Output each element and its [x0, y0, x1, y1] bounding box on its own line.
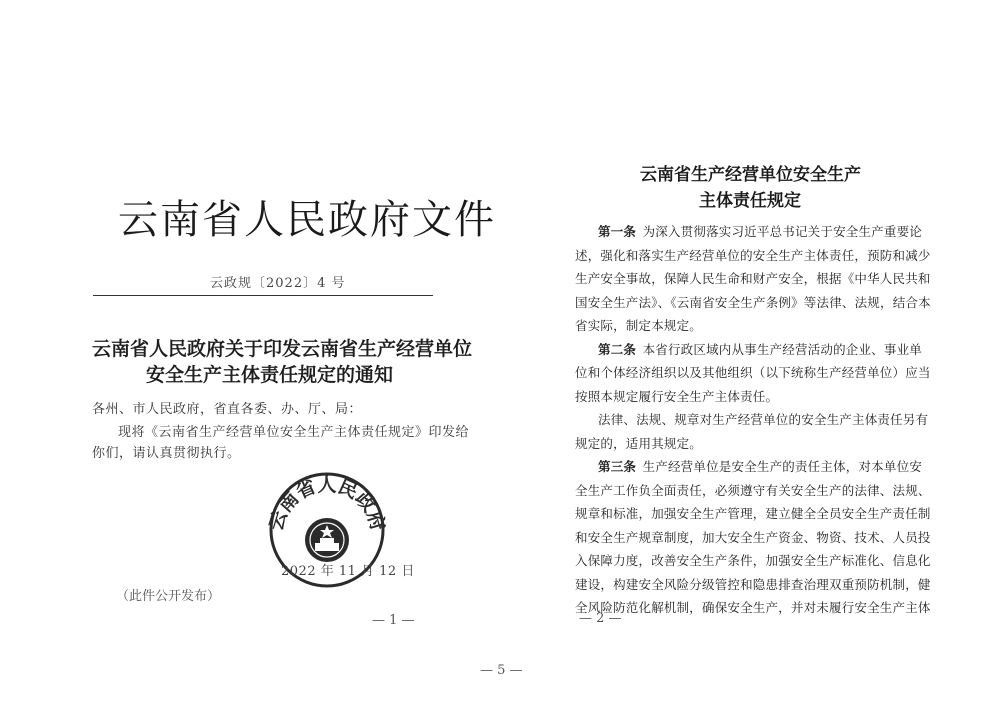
- article-line: [575, 434, 702, 452]
- article-line: [575, 316, 702, 334]
- article-line-text: 规章和标准，加强安全生产管理，建立健全全员安全生产责任制: [575, 506, 931, 521]
- notice-title-line-2: 安全生产主体责任规定的通知: [145, 364, 393, 386]
- publication-note: （此件公开发布）: [116, 589, 221, 604]
- header-divider: [93, 295, 433, 296]
- regulation-title-line-2: 主体责任规定: [699, 191, 801, 211]
- article-line: [575, 481, 931, 499]
- article-line: [575, 387, 778, 405]
- scan-page-number: — 5 —: [480, 663, 523, 678]
- article-line: [575, 293, 931, 311]
- article-line: [575, 363, 931, 381]
- addressees: 各州、市人民政府，省直各委、办、厅、局：: [92, 402, 363, 417]
- article-line-text: 位和个体经济组织以及其他组织（以下统称生产经营单位）应当: [575, 365, 931, 380]
- body-line-2: 你们，请认真贯彻执行。: [92, 446, 241, 461]
- article-line-text: 全生产工作负全面责任，必须遵守有关安全生产的法律、法规、: [575, 482, 931, 498]
- page-number-2: — 2 —: [579, 611, 622, 626]
- article-line-text: 本省行政区域内从事生产经营活动的企业、事业单: [642, 341, 922, 357]
- article-line: [598, 457, 922, 475]
- article-line: [598, 410, 928, 428]
- document-header: 云南省人民政府文件: [118, 197, 496, 243]
- article-line-text: 为深入贯彻落实习近平总书记关于安全生产重要论: [642, 224, 922, 239]
- article-line-text: 省实际，制定本规定。: [575, 318, 703, 333]
- page-number-1: — 1 —: [372, 613, 415, 628]
- article-line: [575, 598, 931, 616]
- article-line-text: 入保障力度，改善安全生产条件，加强安全生产标准化、信息化: [575, 553, 931, 568]
- article-line-text: 建设，构建安全风险分级管控和隐患排查治理双重预防机制，健: [575, 576, 931, 592]
- article-line-text: 生产安全事故，保障人民生命和财产安全，根据《中华人民共和: [575, 271, 931, 286]
- regulation-title-line-1: 云南省生产经营单位安全生产: [640, 165, 861, 185]
- article-line-text: 法律、法规、规章对生产经营单位的安全生产主体责任另有: [598, 412, 929, 427]
- right-page: [500, 0, 1000, 707]
- seal-text: 云南省人民政府: [264, 474, 390, 534]
- article-line-text: 规定的，适用其规定。: [575, 435, 703, 451]
- article-line: [575, 504, 931, 522]
- article-line: [575, 551, 931, 569]
- issue-date: 2022 年 11 月 12 日: [281, 564, 415, 579]
- article-line: [598, 222, 922, 240]
- national-emblem-icon: [305, 518, 349, 562]
- notice-title-line-1: 云南省人民政府关于印发云南省生产经营单位: [92, 338, 473, 360]
- article-line: [575, 528, 931, 546]
- article-line: [575, 575, 931, 593]
- article-line: [575, 246, 931, 264]
- article-label: 第二条: [598, 341, 637, 357]
- article-line-text: 和安全生产规章制度，加大安全生产资金、物资、技术、人员投: [575, 529, 931, 545]
- article-label: 第三条: [598, 459, 637, 474]
- article-line-text: 国安全生产法》、《云南省安全生产条例》等法律、法规，结合本: [575, 294, 931, 310]
- article-line-text: 按照本规定履行安全生产主体责任。: [575, 388, 779, 404]
- article-line-text: 全风险防范化解机制，确保安全生产，并对未履行安全生产主体: [575, 600, 931, 615]
- article-line: [598, 340, 922, 358]
- article-line-text: 生产经营单位是安全生产的责任主体，对本单位安: [642, 459, 922, 474]
- article-line: [575, 269, 931, 287]
- body-line-1: 现将《云南省生产经营单位安全生产主体责任规定》印发给: [118, 425, 470, 440]
- article-line-text: 述，强化和落实生产经营单位的安全生产主体责任，预防和减少: [575, 247, 931, 263]
- article-label: 第一条: [598, 224, 637, 239]
- document-number: 云政规〔2022〕4 号: [210, 276, 346, 291]
